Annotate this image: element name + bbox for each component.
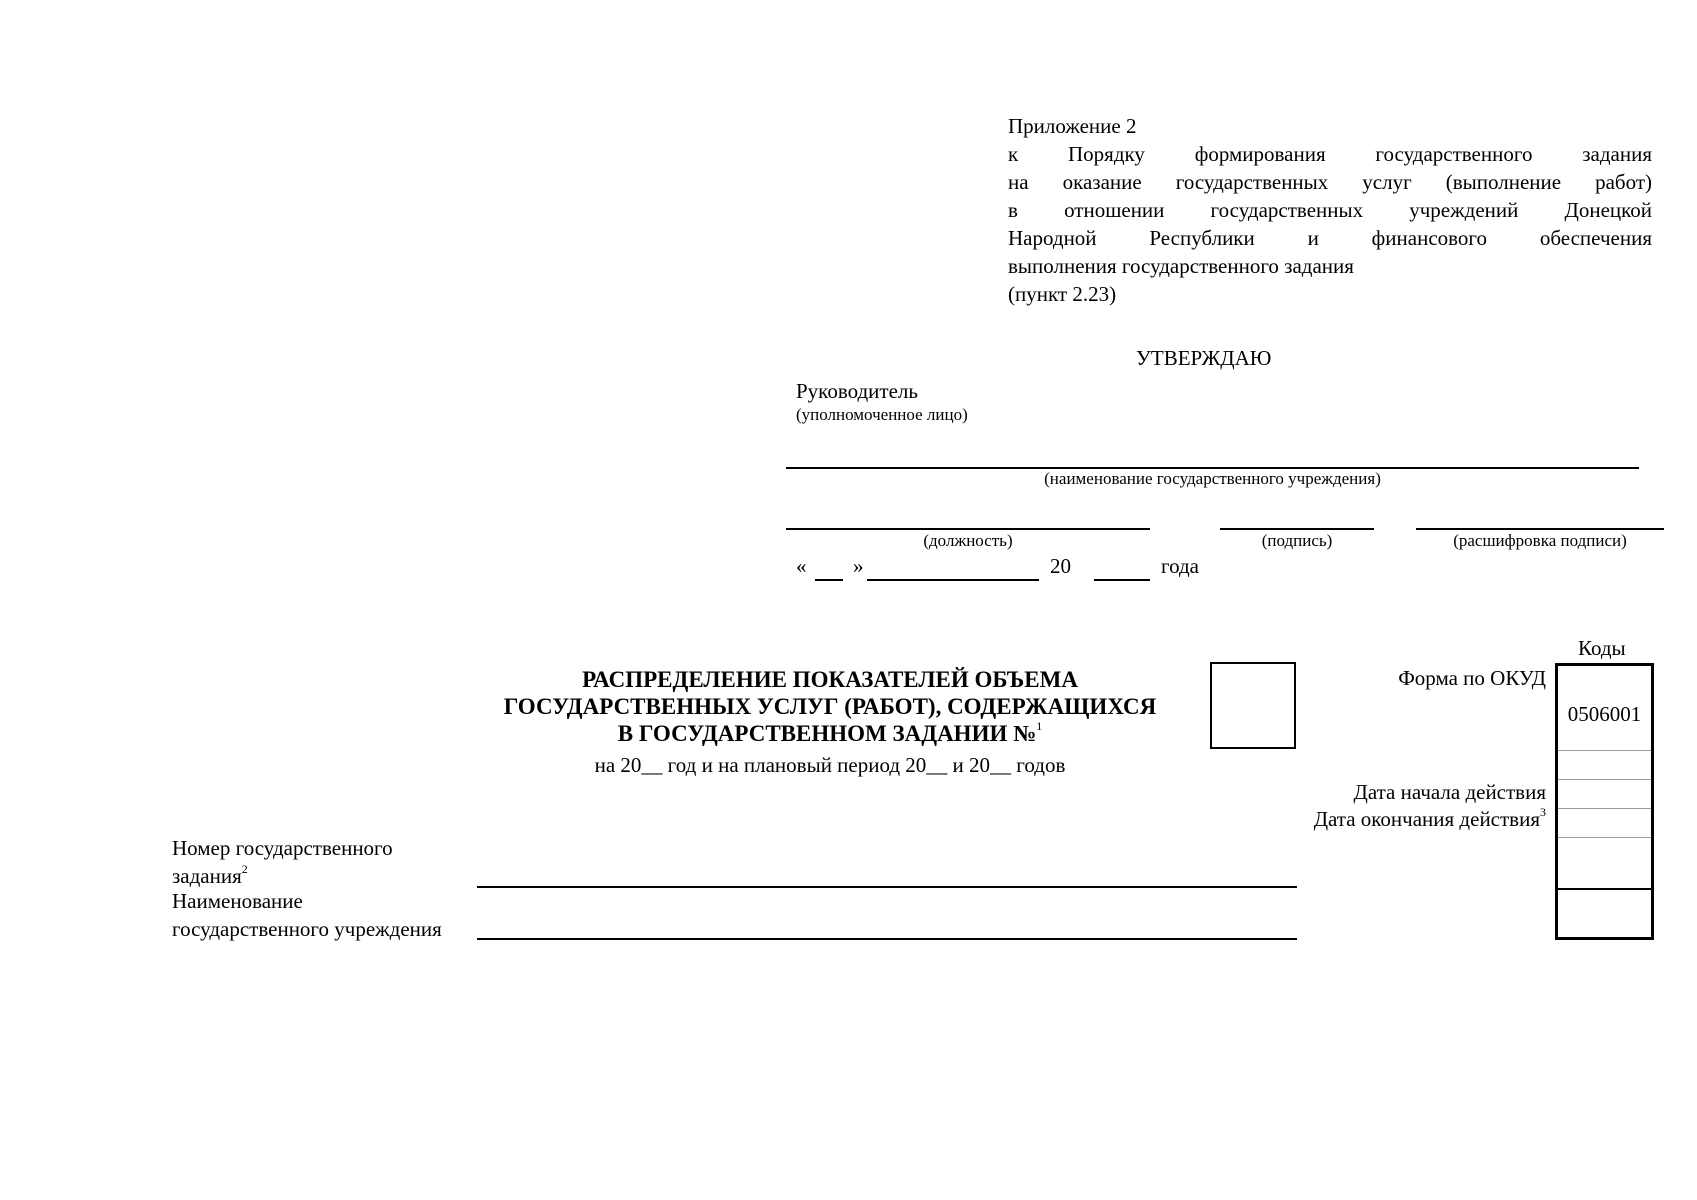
task-number-footnote: 2 — [241, 862, 248, 876]
task-number-label-1: Номер государственного — [172, 836, 393, 860]
codes-row-divider-5 — [1558, 888, 1651, 890]
appendix-title: Приложение 2 — [1008, 114, 1137, 138]
codes-row-divider-4 — [1558, 837, 1651, 838]
appendix-line-1: к Порядку формирования государственного задания — [1008, 142, 1652, 166]
task-number-line[interactable] — [477, 886, 1297, 888]
appendix-block — [1008, 112, 1652, 308]
title-line-1: РАСПРЕДЕЛЕНИЕ ПОКАЗАТЕЛЕЙ ОБЪЕМА — [582, 667, 1078, 692]
codes-row-divider-2 — [1558, 779, 1651, 780]
okud-code-cell[interactable]: 0506001 — [1567, 702, 1642, 726]
codes-header: Коды — [1578, 636, 1626, 660]
title-period: на 20__ год и на плановый период 20__ и 20__ годов — [594, 753, 1066, 777]
task-number-label-2-wrap — [172, 862, 393, 890]
task-number-label — [172, 834, 393, 890]
appendix-line-4: Народной Республики и финансового обеспечения — [1008, 226, 1652, 250]
date-year-word: года — [1161, 554, 1199, 578]
institution-caption: (наименование государственного учреждения) — [1044, 469, 1381, 488]
approve-label: УТВЕРЖДАЮ — [1136, 346, 1272, 370]
end-date-label-text: Дата окончания действия — [1313, 807, 1540, 831]
date-year-line[interactable] — [1094, 579, 1150, 581]
head-label: Руководитель — [796, 379, 918, 403]
decode-caption: (расшифровка подписи) — [1453, 531, 1627, 550]
appendix-line-3: в отношении государственных учреждений Донецкой — [1008, 198, 1652, 222]
head-note: (уполномоченное лицо) — [796, 405, 968, 424]
institution-name-line[interactable] — [477, 938, 1297, 940]
signature-caption: (подпись) — [1261, 531, 1333, 550]
title-footnote-1: 1 — [1036, 719, 1043, 734]
institution-name-label-1: Наименование — [172, 889, 303, 913]
task-number-label-2: задания — [172, 864, 242, 888]
codes-table — [1555, 663, 1654, 940]
date-close-quote: » — [853, 554, 864, 578]
decode-line[interactable] — [1416, 528, 1664, 530]
document-title — [480, 666, 1180, 747]
end-date-footnote: 3 — [1540, 805, 1546, 819]
date-year-prefix: 20 — [1050, 554, 1071, 578]
institution-name-label-2: государственного учреждения — [172, 917, 442, 941]
task-number-box[interactable] — [1210, 662, 1296, 749]
start-date-label: Дата начала действия — [1353, 780, 1546, 804]
title-line-3 — [480, 720, 1180, 747]
appendix-line-5: выполнения государственного задания — [1008, 254, 1354, 278]
codes-row-divider-3 — [1558, 808, 1651, 809]
institution-name-label — [172, 887, 442, 943]
position-caption: (должность) — [923, 531, 1013, 550]
appendix-line-2: на оказание государственных услуг (выполнение работ) — [1008, 170, 1652, 194]
okud-label: Форма по ОКУД — [1398, 666, 1546, 690]
date-month-line[interactable] — [867, 579, 1039, 581]
appendix-clause: (пункт 2.23) — [1008, 282, 1117, 306]
title-line-2: ГОСУДАРСТВЕННЫХ УСЛУГ (РАБОТ), СОДЕРЖАЩИХСЯ — [503, 694, 1157, 719]
codes-row-divider-1 — [1558, 750, 1651, 751]
end-date-label — [1250, 805, 1546, 833]
signature-line[interactable] — [1220, 528, 1374, 530]
date-day-line[interactable] — [815, 579, 843, 581]
date-open-quote: « — [796, 554, 807, 578]
title-line-3-text: В ГОСУДАРСТВЕННОМ ЗАДАНИИ № — [617, 721, 1037, 746]
position-line[interactable] — [786, 528, 1150, 530]
